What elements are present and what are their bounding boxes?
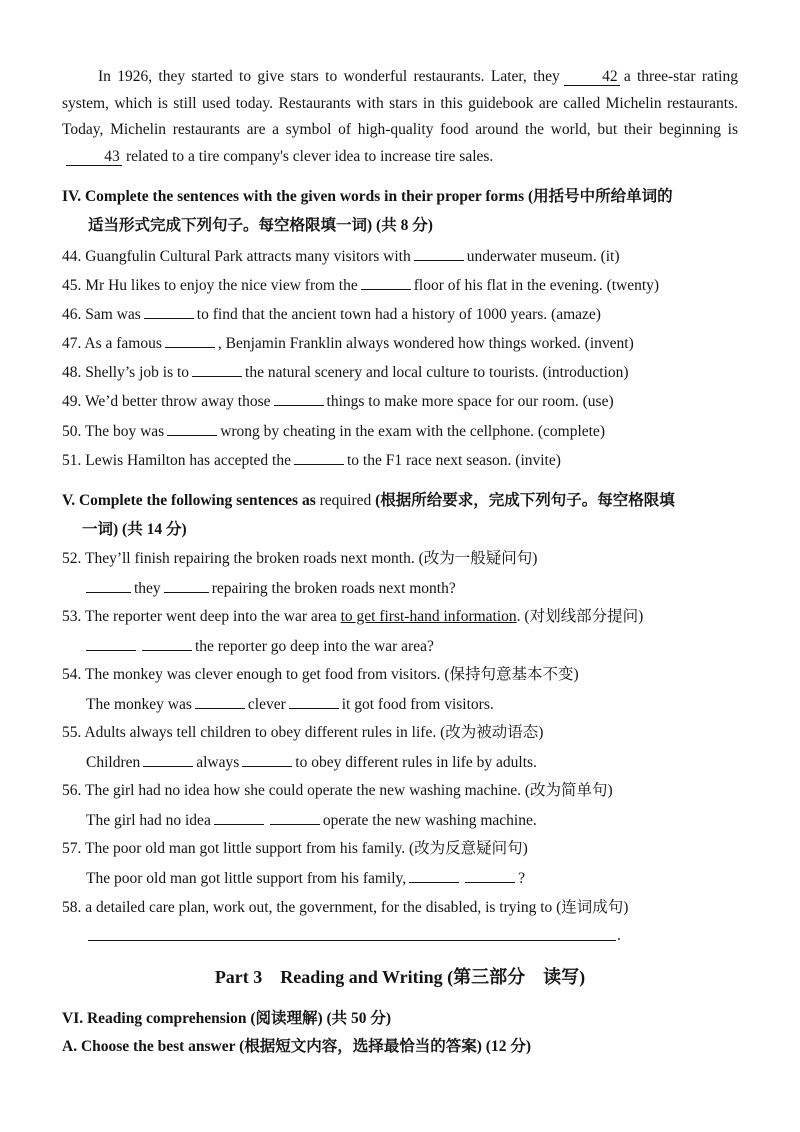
section-5-heading bbox=[62, 491, 675, 511]
answer-53-text: the reporter go deep into the war area? bbox=[195, 638, 434, 655]
answer-52 bbox=[86, 578, 456, 599]
passage-text-1: In 1926, they started to give stars to wonderful restaurants. Later, they bbox=[98, 68, 560, 85]
answer-blank[interactable] bbox=[409, 868, 459, 883]
section-5-heading-cn: (根据所给要求，完成下列句子。每空格限填 bbox=[375, 492, 675, 509]
question-49 bbox=[62, 391, 614, 412]
blank-43: 43 bbox=[66, 149, 122, 166]
answer-58-line[interactable] bbox=[88, 940, 616, 941]
answer-blank[interactable] bbox=[294, 450, 344, 465]
answer-blank[interactable] bbox=[242, 752, 292, 767]
question-51-text: 51. Lewis Hamilton has accepted the bbox=[62, 452, 291, 469]
question-54: 54. The monkey was clever enough to get food from visitors. (保持句意基本不变) bbox=[62, 666, 579, 683]
passage-paragraph bbox=[62, 64, 738, 170]
answer-blank[interactable] bbox=[361, 275, 411, 290]
question-53-instruction: . (对划线部分提问) bbox=[516, 608, 644, 625]
passage-text-2: a three-star rating system, which is still used today. Restaurants with stars in this guidebook are called Michelin restaurants. Today, Michelin restaurants are a symbol of high-quality food around the world, but their beginning is bbox=[62, 68, 738, 138]
section-5-heading-required: required bbox=[319, 492, 372, 509]
section-4-heading: IV. Complete the sentences with the given words in their proper forms (用括号中所给单词的 bbox=[62, 188, 673, 205]
answer-57-question-mark: ? bbox=[518, 870, 526, 887]
answer-blank[interactable] bbox=[143, 752, 193, 767]
section-4-heading-cont: 适当形式完成下列句子。每空格限填一词) (共 8 分) bbox=[88, 217, 433, 234]
answer-blank[interactable] bbox=[165, 333, 215, 348]
question-51 bbox=[62, 450, 561, 471]
answer-blank[interactable] bbox=[274, 391, 324, 406]
question-58: 58. a detailed care plan, work out, the government, for the disabled, is trying to (连词成句) bbox=[62, 899, 629, 916]
question-51-hint: to the F1 race next season. (invite) bbox=[346, 452, 561, 469]
question-53 bbox=[62, 607, 643, 627]
answer-57-text-1: The poor old man got little support from his family, bbox=[86, 870, 407, 887]
question-56: 56. The girl had no idea how she could operate the new washing machine. (改为简单句) bbox=[62, 782, 613, 799]
answer-blank[interactable] bbox=[465, 868, 515, 883]
answer-55-text-1: Children bbox=[86, 754, 141, 771]
question-48-hint: the natural scenery and local culture to tourists. (introduction) bbox=[245, 364, 629, 381]
answer-blank[interactable] bbox=[144, 304, 194, 319]
answer-54-text-1: The monkey was bbox=[86, 696, 192, 713]
question-53-text: 53. The reporter went deep into the war area bbox=[62, 608, 337, 625]
answer-blank[interactable] bbox=[195, 694, 245, 709]
question-52: 52. They’ll finish repairing the broken roads next month. (改为一般疑问句) bbox=[62, 550, 538, 567]
answer-blank[interactable] bbox=[414, 246, 464, 261]
section-6-heading: VI. Reading comprehension (阅读理解) (共 50 分) bbox=[62, 1010, 392, 1027]
answer-blank[interactable] bbox=[192, 362, 242, 377]
answer-56-text-2: operate the new washing machine. bbox=[322, 812, 537, 829]
part-3-title: Part 3 Reading and Writing (第三部分 读写) bbox=[214, 967, 586, 987]
question-46 bbox=[62, 304, 601, 325]
answer-58-period: . bbox=[617, 927, 621, 944]
answer-blank[interactable] bbox=[270, 810, 320, 825]
question-49-text: 49. We’d better throw away those bbox=[62, 393, 271, 410]
answer-52-text-2: repairing the broken roads next month? bbox=[211, 580, 456, 597]
question-45-hint: floor of his flat in the evening. (twenty) bbox=[413, 277, 660, 294]
answer-54-text-2: clever bbox=[247, 696, 286, 713]
section-6-sub-a: A. Choose the best answer (根据短文内容，选择最恰当的答案) (12 分) bbox=[62, 1038, 531, 1055]
question-47 bbox=[62, 333, 634, 354]
question-50-text: 50. The boy was bbox=[62, 423, 165, 440]
answer-55-text-2: always bbox=[196, 754, 240, 771]
question-55: 55. Adults always tell children to obey different rules in life. (改为被动语态) bbox=[62, 724, 544, 741]
answer-blank[interactable] bbox=[164, 578, 209, 593]
answer-53 bbox=[86, 636, 434, 657]
answer-55 bbox=[86, 752, 537, 773]
answer-blank[interactable] bbox=[289, 694, 339, 709]
question-44 bbox=[62, 246, 620, 267]
question-53-underlined: to get first-hand information bbox=[340, 608, 517, 625]
question-48 bbox=[62, 362, 629, 383]
question-46-hint: to find that the ancient town had a history of 1000 years. (amaze) bbox=[196, 306, 601, 323]
section-5-heading-cont: 一词) (共 14 分) bbox=[82, 521, 187, 538]
answer-56-text-1: The girl had no idea bbox=[86, 812, 211, 829]
question-44-text: 44. Guangfulin Cultural Park attracts many visitors with bbox=[62, 248, 411, 265]
answer-blank[interactable] bbox=[214, 810, 264, 825]
question-49-hint: things to make more space for our room. (use) bbox=[326, 393, 614, 410]
answer-52-text-1: they bbox=[134, 580, 161, 597]
question-45-text: 45. Mr Hu likes to enjoy the nice view from the bbox=[62, 277, 358, 294]
question-57: 57. The poor old man got little support from his family. (改为反意疑问句) bbox=[62, 840, 528, 857]
question-50-hint: wrong by cheating in the exam with the cellphone. (complete) bbox=[220, 423, 605, 440]
question-47-text: 47. As a famous bbox=[62, 335, 162, 352]
answer-blank[interactable] bbox=[86, 636, 136, 651]
answer-57 bbox=[86, 868, 525, 889]
question-48-text: 48. Shelly’s job is to bbox=[62, 364, 190, 381]
answer-54 bbox=[86, 694, 494, 715]
question-44-hint: underwater museum. (it) bbox=[466, 248, 620, 265]
question-46-text: 46. Sam was bbox=[62, 306, 141, 323]
passage-text-3: related to a tire company's clever idea to increase tire sales. bbox=[126, 147, 494, 165]
question-50 bbox=[62, 421, 605, 442]
answer-blank[interactable] bbox=[167, 421, 217, 436]
answer-54-text-3: it got food from visitors. bbox=[341, 696, 494, 713]
answer-55-text-3: to obey different rules in life by adults. bbox=[295, 754, 537, 771]
section-5-heading-text: V. Complete the following sentences as bbox=[62, 492, 316, 509]
answer-56 bbox=[86, 810, 537, 831]
question-45 bbox=[62, 275, 659, 296]
question-47-hint: , Benjamin Franklin always wondered how things worked. (invent) bbox=[217, 335, 634, 352]
answer-blank[interactable] bbox=[142, 636, 192, 651]
blank-42: 42 bbox=[564, 69, 620, 86]
answer-blank[interactable] bbox=[86, 578, 131, 593]
